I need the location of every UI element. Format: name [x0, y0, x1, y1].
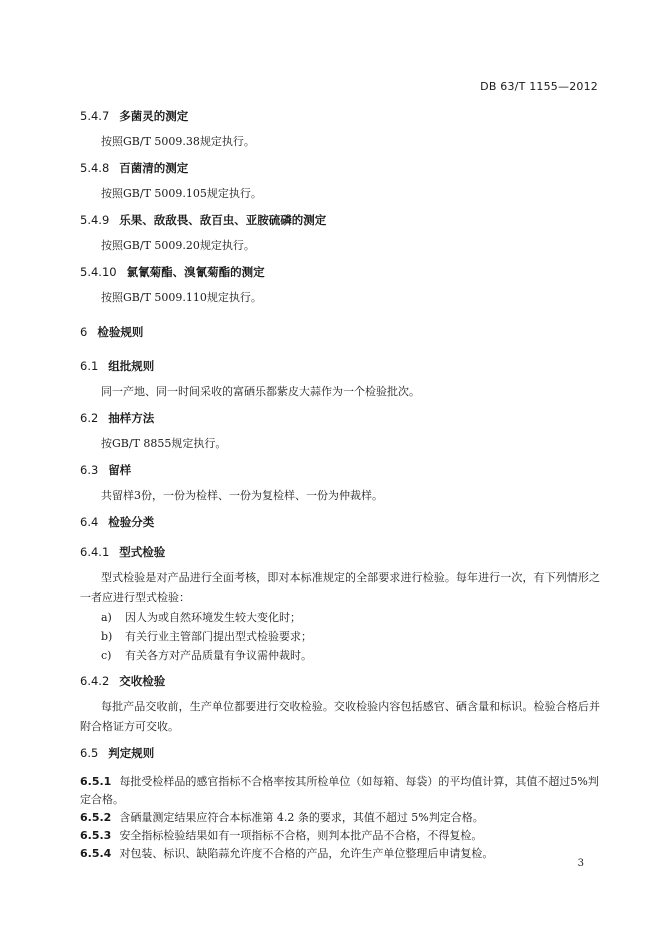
section-title: 氯氰菊酯、溴氰菊酯的测定	[126, 265, 265, 279]
list-item	[80, 608, 600, 627]
list-item-text: 有关行业主管部门提出型式检验要求；	[125, 630, 312, 643]
section-number: 6.4	[80, 515, 99, 529]
list-marker: c)	[101, 649, 112, 662]
section-title: 乐果、敌敌畏、敌百虫、亚胺硫磷的测定	[119, 213, 327, 227]
clause-text: 含硒量测定结果应符合本标准第 4.2 条的要求，其值不超过 5%判定合格。	[119, 811, 484, 824]
section-title: 抽样方法	[108, 411, 155, 425]
clause-number: 6.5.3	[80, 829, 112, 842]
section-body-5-4-8: 按照GB/T 5009.105规定执行。	[101, 187, 262, 200]
section-number: 6.1	[80, 359, 99, 373]
clause-6-5-3	[80, 827, 600, 845]
section-title: 交收检验	[119, 674, 166, 688]
document-id-header: DB 63/T 1155—2012	[480, 80, 598, 93]
section-heading-5-4-10	[80, 262, 600, 282]
section-number: 6	[80, 325, 88, 339]
clause-text: 安全指标检验结果如有一项指标不合格，则判本批产品不合格，不得复检。	[119, 829, 483, 842]
section-number: 6.5	[80, 746, 99, 760]
list-marker: a)	[101, 611, 112, 624]
section-body-6-1: 同一产地、同一时间采收的富硒乐都紫皮大蒜作为一个检验批次。	[101, 385, 420, 398]
section-title: 检验分类	[108, 515, 155, 529]
list-item-text: 因人为或自然环境发生较大变化时；	[125, 611, 301, 624]
clause-6-5-4	[80, 845, 600, 863]
section-number: 6.4.2	[80, 674, 110, 688]
section-body-5-4-10: 按照GB/T 5009.110规定执行。	[101, 291, 262, 304]
section-number: 5.4.7	[80, 109, 110, 123]
section-heading-6-4-2	[80, 671, 600, 691]
section-body-6-4-1: 型式检验是对产品进行全面考核，即对本标准规定的全部要求进行检验。每年进行一次，有下列情形之一者应进行型式检验：	[80, 571, 600, 604]
clause-6-5-1	[80, 773, 600, 809]
section-heading-5-4-8	[80, 158, 600, 178]
section-body-5-4-7: 按照GB/T 5009.38规定执行。	[101, 135, 255, 148]
clause-number: 6.5.4	[80, 847, 112, 860]
section-number: 6.4.1	[80, 545, 110, 559]
clause-number: 6.5.1	[80, 775, 112, 788]
section-heading-6-4-1	[80, 542, 600, 562]
section-title: 留样	[108, 463, 132, 477]
section-number: 5.4.10	[80, 265, 117, 279]
clause-text: 对包装、标识、缺陷蒜允许度不合格的产品，允许生产单位整理后申请复检。	[119, 847, 494, 860]
section-heading-6-3	[80, 460, 600, 480]
section-title: 检验规则	[97, 325, 144, 339]
section-title: 判定规则	[108, 746, 155, 760]
section-title: 组批规则	[108, 359, 155, 373]
list-item	[80, 646, 600, 665]
section-number: 6.3	[80, 463, 99, 477]
clause-number: 6.5.2	[80, 811, 112, 824]
section-heading-5-4-9	[80, 210, 600, 230]
section-title: 型式检验	[119, 545, 166, 559]
section-title: 多菌灵的测定	[119, 109, 189, 123]
section-heading-6-1	[80, 356, 600, 376]
section-heading-6-2	[80, 408, 600, 428]
section-body-6-4-2: 每批产品交收前，生产单位都要进行交收检验。交收检验内容包括感官、硒含量和标识。检验合格后并附合格证方可交收。	[80, 700, 600, 733]
section-number: 5.4.8	[80, 161, 110, 175]
section-body-6-2: 按GB/T 8855规定执行。	[101, 437, 227, 450]
section-heading-6-5	[80, 743, 600, 763]
clause-text: 每批受检样品的感官指标不合格率按其所检单位（如每箱、每袋）的平均值计算，其值不超过5%判定合格。	[80, 775, 599, 806]
section-body-6-3: 共留样3份，一份为检样、一份为复检样、一份为仲裁样。	[101, 489, 383, 502]
chapter-heading-6	[80, 322, 600, 342]
clause-6-5-2	[80, 809, 600, 827]
page-number: 3	[577, 858, 584, 869]
document-body	[80, 106, 600, 863]
list-item-text: 有关各方对产品质量有争议需仲裁时。	[125, 649, 312, 662]
section-heading-5-4-7	[80, 106, 600, 126]
list-item	[80, 627, 600, 646]
section-title: 百菌清的测定	[119, 161, 189, 175]
section-number: 6.2	[80, 411, 99, 425]
list-marker: b)	[101, 630, 113, 643]
section-heading-6-4	[80, 512, 600, 532]
section-body-5-4-9: 按照GB/T 5009.20规定执行。	[101, 239, 255, 252]
section-number: 5.4.9	[80, 213, 110, 227]
